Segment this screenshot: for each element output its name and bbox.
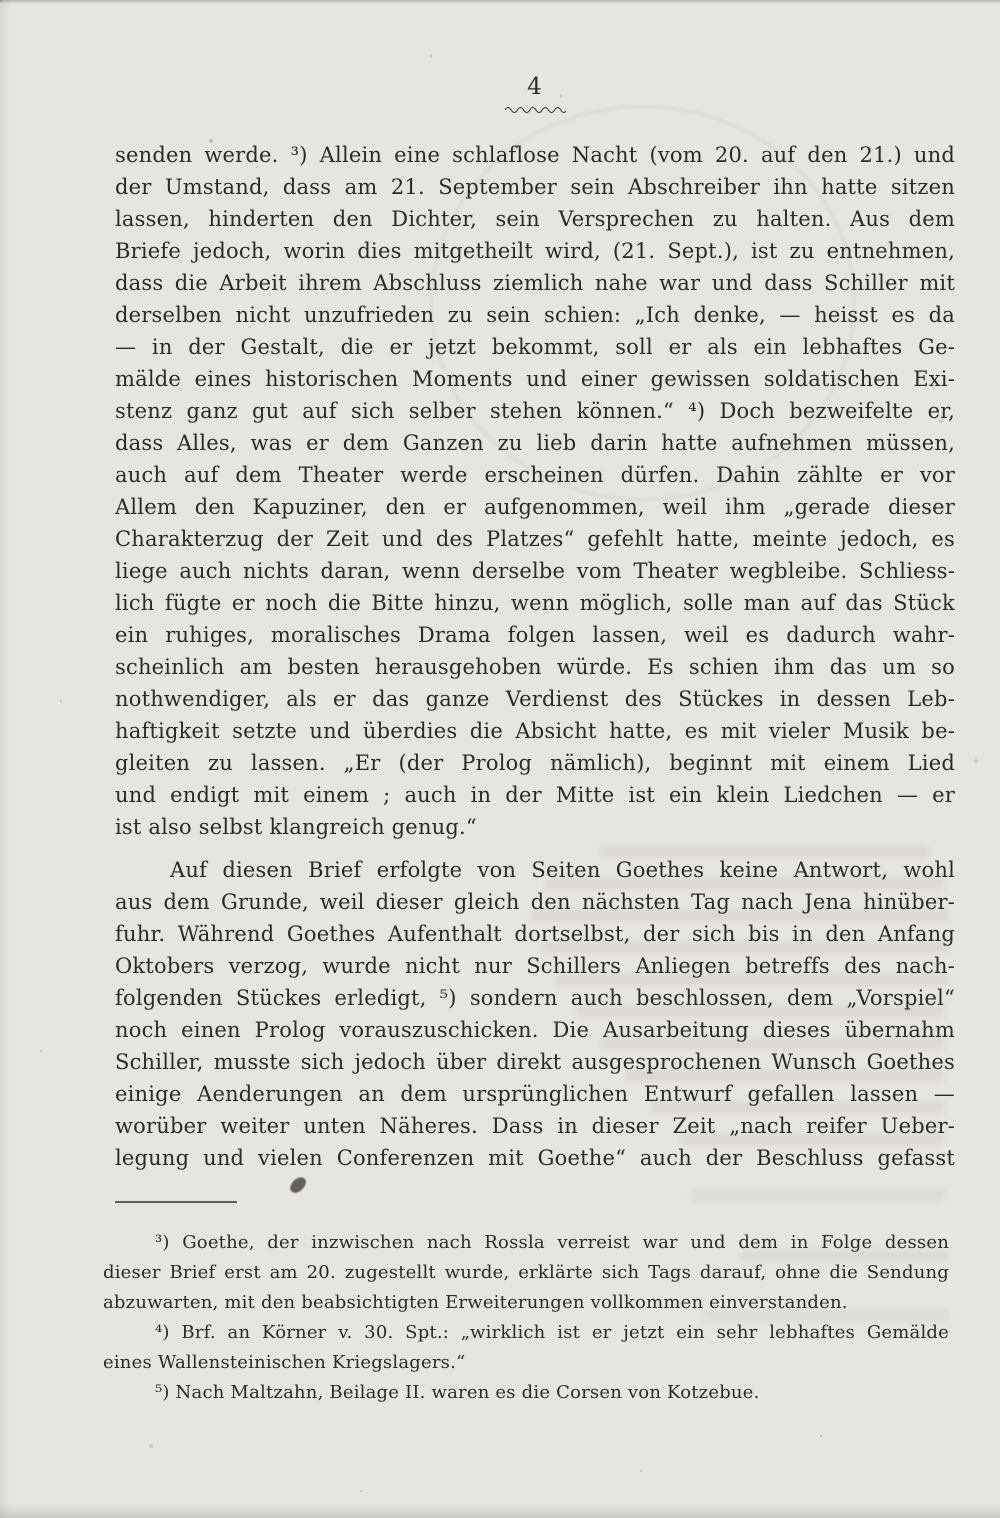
- text-line: stenz ganz gut auf sich selber stehen können.“ ⁴) Doch bezweifelte er,: [115, 399, 955, 423]
- text-line: Auf diesen Brief erfolgte von Seiten Goethes keine Antwort, wohl: [170, 858, 955, 882]
- footnote-5: [103, 1378, 949, 1408]
- text-line: der Umstand, dass am 21. September sein Abschreiber ihn hatte sitzen: [115, 175, 955, 199]
- text-line: abzuwarten, mit den beabsichtigten Erweiterungen vollkommen einverstanden.: [103, 1292, 848, 1313]
- text-line: — in der Gestalt, die er jetzt bekommt, soll er als ein lebhaftes Ge-: [115, 335, 955, 359]
- paper-speckles: [0, 0, 2, 2]
- footnote-3: [103, 1228, 949, 1318]
- body-text: [115, 139, 955, 1174]
- bleed-through-artifact: [690, 1190, 945, 1201]
- text-line: gleiten zu lassen. „Er (der Prolog nämlich), beginnt mit einem Lied: [115, 751, 955, 775]
- text-line: Schiller, musste sich jedoch über direkt ausgesprochenen Wunsch Goethes: [115, 1050, 955, 1074]
- text-line: und endigt mit einem ; auch in der Mitte ist ein klein Liedchen — er: [115, 783, 955, 807]
- paragraph-2: [115, 854, 955, 1174]
- text-line: nothwendiger, als er das ganze Verdienst des Stückes in dessen Leb-: [115, 687, 955, 711]
- text-line: ³) Goethe, der inzwischen nach Rossla verreist war und dem in Folge dessen: [155, 1232, 949, 1253]
- text-line: senden werde. ³) Allein eine schlaflose Nacht (vom 20. auf den 21.) und: [115, 143, 955, 167]
- text-line: dass die Arbeit ihrem Abschluss ziemlich nahe war und dass Schiller mit: [115, 271, 955, 295]
- ink-blot-artifact: [288, 1174, 309, 1196]
- footnote-separator-rule: [115, 1201, 237, 1203]
- text-line: haftigkeit setzte und überdies die Absicht hatte, es mit vieler Musik be-: [115, 719, 955, 743]
- footnote-4: [103, 1318, 949, 1378]
- footnotes-section: [103, 1228, 949, 1408]
- text-line: ⁴) Brf. an Körner v. 30. Spt.: „wirklich ist er jetzt ein sehr lebhaftes Gemälde: [155, 1322, 949, 1343]
- wavy-rule-ornament: [504, 104, 566, 114]
- text-line: fuhr. Während Goethes Aufenthalt dortselbst, der sich bis in den Anfang: [115, 922, 955, 946]
- text-line: Briefe jedoch, worin dies mitgetheilt wird, (21. Sept.), ist zu entnehmen,: [115, 239, 955, 263]
- text-line: noch einen Prolog vorauszuschicken. Die Ausarbeitung dieses übernahm: [115, 1018, 955, 1042]
- text-line: lassen, hinderten den Dichter, sein Versprechen zu halten. Aus dem: [115, 207, 955, 231]
- text-line: einige Aenderungen an dem ursprünglichen Entwurf gefallen lassen —: [115, 1082, 955, 1106]
- text-line: worüber weiter unten Näheres. Dass in dieser Zeit „nach reifer Ueber-: [115, 1114, 955, 1138]
- text-line: folgenden Stückes erledigt, ⁵) sondern auch beschlossen, dem „Vorspiel“: [115, 986, 955, 1010]
- text-line: dieser Brief erst am 20. zugestellt wurde, erklärte sich Tags darauf, ohne die Sendung: [103, 1262, 949, 1283]
- text-line: Charakterzug der Zeit und des Platzes“ gefehlt hatte, meinte jedoch, es: [115, 527, 955, 551]
- text-line: Allem den Kapuziner, den er aufgenommen, weil ihm „gerade dieser: [115, 495, 955, 519]
- scan-edge-left: [0, 0, 10, 1518]
- text-line: lich fügte er noch die Bitte hinzu, wenn möglich, solle man auf das Stück: [115, 591, 955, 615]
- text-line: ⁵) Nach Maltzahn, Beilage II. waren es die Corsen von Kotzebue.: [155, 1382, 760, 1403]
- text-line: ein ruhiges, moralisches Drama folgen lassen, weil es dadurch wahr-: [115, 623, 955, 647]
- text-line: Oktobers verzog, wurde nicht nur Schillers Anliegen betreffs des nach-: [115, 954, 955, 978]
- paragraph-1: [115, 139, 955, 843]
- text-line: scheinlich am besten herausgehoben würde. Es schien ihm das um so: [115, 655, 955, 679]
- text-line: dass Alles, was er dem Ganzen zu lieb darin hatte aufnehmen müssen,: [115, 431, 955, 455]
- text-line: legung und vielen Conferenzen mit Goethe“ auch der Beschluss gefasst: [115, 1146, 955, 1170]
- text-line: ist also selbst klangreich genug.“: [115, 815, 477, 839]
- scan-edge-bottom: [0, 1504, 1000, 1518]
- page-number: 4: [527, 74, 543, 100]
- page-header: [115, 74, 955, 114]
- text-line: mälde eines historischen Moments und einer gewissen soldatischen Exi-: [115, 367, 955, 391]
- text-line: liege auch nichts daran, wenn derselbe vom Theater wegbleibe. Schliess-: [115, 559, 955, 583]
- text-line: derselben nicht unzufrieden zu sein schien: „Ich denke, — heisst es da: [115, 303, 955, 327]
- scan-edge-top: [0, 0, 1000, 4]
- text-line: eines Wallensteinischen Kriegslagers.“: [103, 1352, 466, 1373]
- text-line: aus dem Grunde, weil dieser gleich den nächsten Tag nach Jena hinüber-: [115, 890, 955, 914]
- text-line: auch auf dem Theater werde erscheinen dürfen. Dahin zählte er vor: [115, 463, 955, 487]
